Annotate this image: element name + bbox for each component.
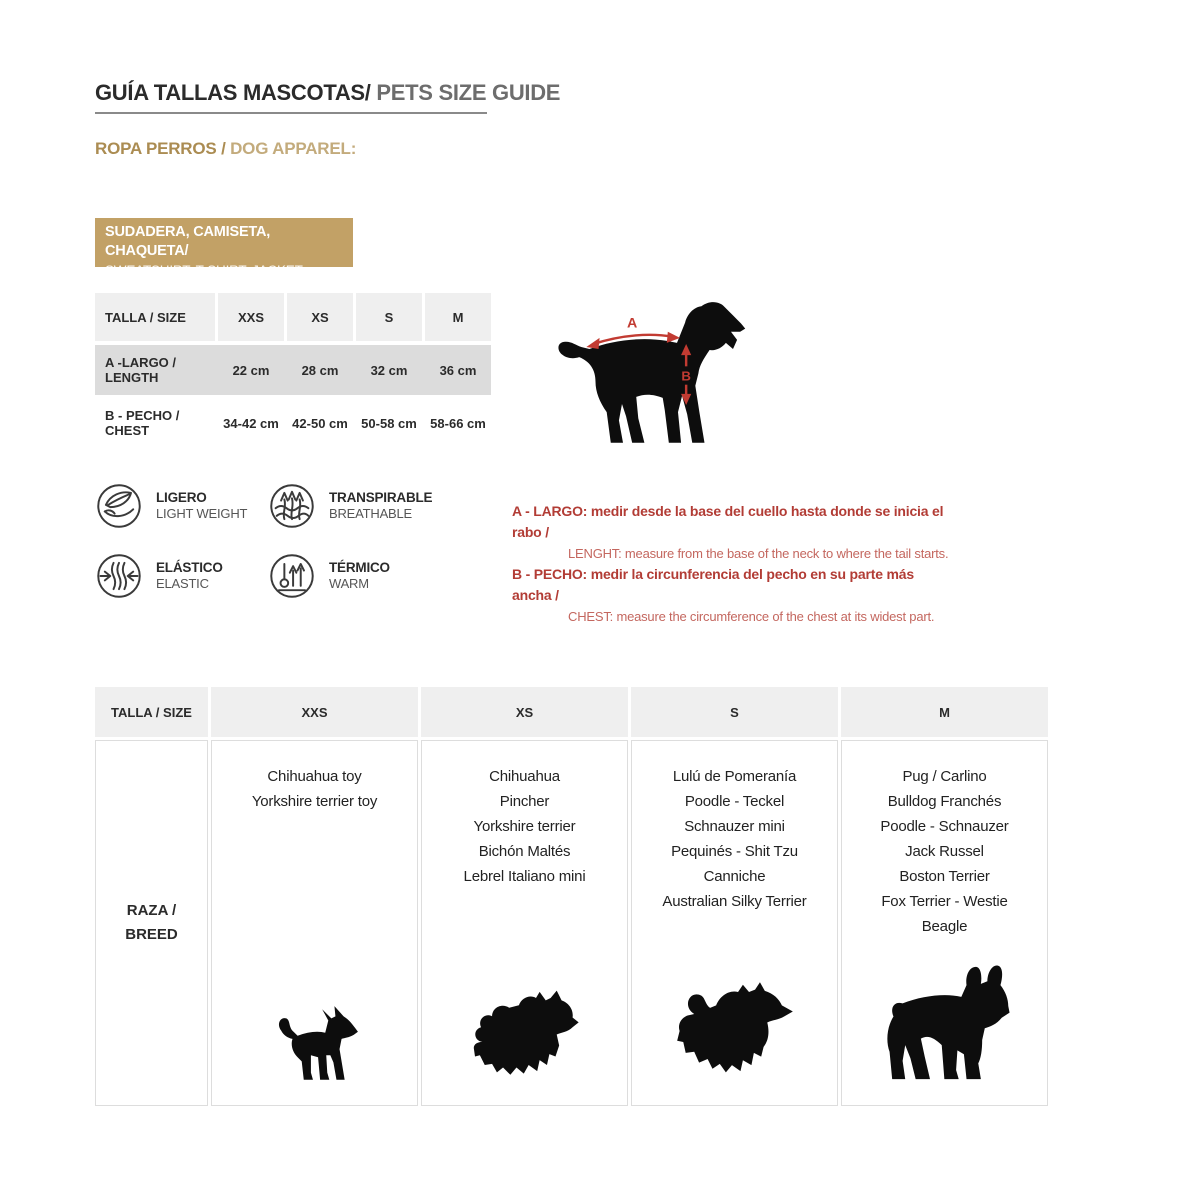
chihuahua-silhouette <box>269 1003 361 1087</box>
size-table-header-s: S <box>356 293 422 341</box>
breed-item: Pincher <box>499 793 550 810</box>
breed-cell-xs <box>421 740 628 1106</box>
breed-row-label-es: RAZA / <box>126 902 177 919</box>
breed-item: Yorkshire terrier <box>473 818 576 835</box>
labrador-silhouette <box>548 292 753 457</box>
breed-cell-m <box>841 740 1048 1106</box>
breathable-icon <box>268 482 316 530</box>
note-a-es: A - LARGO: medir desde la base del cuello hasta donde se inicia el rabo / <box>512 503 944 540</box>
breed-list-xxs <box>212 741 417 814</box>
breed-header-s: S <box>631 687 838 737</box>
feather-hand-icon <box>95 482 143 530</box>
breed-list-s <box>632 741 837 914</box>
breed-item: Poodle - Schnauzer <box>880 818 1009 835</box>
page-title <box>95 80 560 106</box>
breed-item: Lulú de Pomeranía <box>672 768 797 785</box>
category-line-es: SUDADERA, CAMISETA, CHAQUETA/ <box>105 224 271 259</box>
page-title-es: GUÍA TALLAS MASCOTAS/ <box>95 80 371 105</box>
length-m: 36 cm <box>439 362 477 378</box>
arrow-label-b: B <box>681 368 691 384</box>
page-title-en: PETS SIZE GUIDE <box>370 80 561 105</box>
breed-header-label: TALLA / SIZE <box>95 687 208 737</box>
feature-name: ELÁSTICO <box>156 560 223 575</box>
chest-s: 50-58 cm <box>361 415 417 431</box>
size-table-row-chest <box>95 398 491 448</box>
feature-name-en: BREATHABLE <box>329 506 413 521</box>
breed-item: Pug / Carlino <box>902 768 987 785</box>
feature-name-en: ELASTIC <box>156 576 209 591</box>
elastic-icon <box>95 552 143 600</box>
breed-table-header <box>95 687 1048 737</box>
feature-lightweight <box>95 482 247 530</box>
chest-row-label: B - PECHO / CHEST <box>105 408 180 438</box>
category-line-en: SWEATSHIRT, T-SHIRT, JACKET <box>105 263 303 278</box>
breed-item: Jack Russel <box>905 843 984 860</box>
breed-row-label <box>95 740 208 1106</box>
note-b-en: CHEST: measure the circumference of the chest at its widest part. <box>568 609 935 624</box>
french-bulldog-silhouette <box>870 959 1020 1087</box>
size-table-header-label: TALLA / SIZE <box>95 293 215 341</box>
breed-item: Lebrel Italiano mini <box>463 868 586 885</box>
breed-item: Pequinés - Shit Tzu <box>671 843 798 860</box>
breed-item: Bichón Maltés <box>478 843 571 860</box>
breed-list-xs <box>422 741 627 889</box>
thermometer-icon <box>268 552 316 600</box>
breed-list-m <box>842 741 1047 939</box>
breed-item: Fox Terrier - Westie <box>881 893 1008 910</box>
size-table-header <box>95 293 491 341</box>
feature-breathable <box>268 482 432 530</box>
measurement-diagram <box>548 292 753 462</box>
feature-name: TRANSPIRABLE <box>329 490 433 505</box>
feature-name-en: WARM <box>329 576 369 591</box>
breed-item: Chihuahua <box>489 768 560 785</box>
breed-header-m: M <box>841 687 1048 737</box>
breed-header-xs: XS <box>421 687 628 737</box>
chest-m: 58-66 cm <box>430 415 486 431</box>
chest-xs: 42-50 cm <box>292 415 348 431</box>
breed-item: Chihuahua toy <box>267 768 362 785</box>
size-table-header-xs: XS <box>287 293 353 341</box>
breed-header-xxs: XXS <box>211 687 418 737</box>
length-row-label: A -LARGO / LENGTH <box>105 355 177 385</box>
size-table-row-length <box>95 345 491 395</box>
size-table-header-m: M <box>425 293 491 341</box>
category-box <box>95 218 353 278</box>
feature-name-en: LIGHT WEIGHT <box>156 506 248 521</box>
breed-item: Bulldog Franchés <box>887 793 1002 810</box>
subtitle-es: ROPA PERROS / <box>95 139 231 158</box>
size-table <box>95 293 491 448</box>
measuring-instructions <box>512 501 957 627</box>
breed-table-body <box>95 740 1048 1106</box>
chest-xxs: 34-42 cm <box>223 415 279 431</box>
breed-cell-s <box>631 740 838 1106</box>
feature-warm <box>268 552 390 600</box>
length-xxs: 22 cm <box>232 362 270 378</box>
note-b-es: B - PECHO: medir la circunferencia del pecho en su parte más ancha / <box>512 566 914 603</box>
length-s: 32 cm <box>370 362 408 378</box>
length-xs: 28 cm <box>301 362 339 378</box>
feature-elastic <box>95 552 223 600</box>
note-a-en: LENGHT: measure from the base of the neck to where the tail starts. <box>568 546 949 561</box>
pomeranian-silhouette <box>665 975 805 1087</box>
yorkshire-silhouette <box>464 987 586 1087</box>
breed-item: Poodle - Teckel <box>684 793 785 810</box>
section-subtitle <box>95 139 356 159</box>
breed-row-label-en: BREED <box>125 926 178 943</box>
breed-item: Yorkshire terrier toy <box>251 793 378 810</box>
title-underline <box>95 112 487 114</box>
breed-item: Beagle <box>921 918 968 935</box>
feature-name: TÉRMICO <box>329 560 390 575</box>
size-table-header-xxs: XXS <box>218 293 284 341</box>
breed-item: Australian Silky Terrier <box>662 893 807 910</box>
feature-name: LIGERO <box>156 490 207 505</box>
breed-cell-xxs <box>211 740 418 1106</box>
breed-item: Schnauzer mini <box>684 818 785 835</box>
arrow-label-a: A <box>627 315 638 332</box>
breed-item: Canniche <box>703 868 766 885</box>
breed-item: Boston Terrier <box>899 868 990 885</box>
subtitle-en: DOG APPAREL: <box>230 139 357 158</box>
